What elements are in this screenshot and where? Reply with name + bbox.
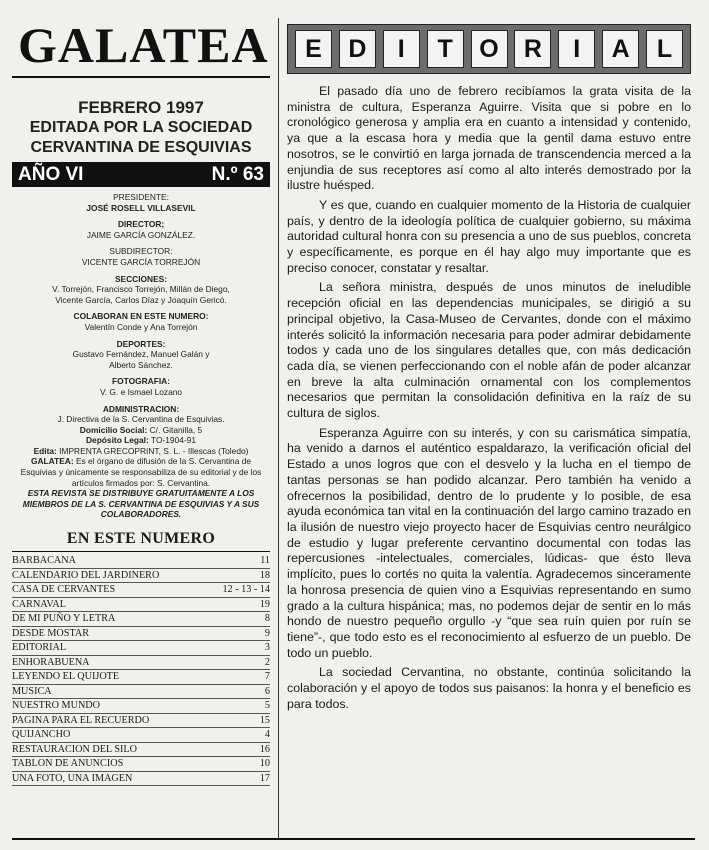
toc-item	[12, 612, 270, 627]
toc-item	[12, 598, 270, 613]
issue-year: AÑO VI	[18, 163, 84, 185]
toc-item-title: PAGINA PARA EL RECUERDO	[12, 714, 150, 726]
colaboran-names: Valentín Conde y Ana Torrejón	[84, 321, 198, 332]
edita-line	[12, 446, 270, 457]
galatea-line-2: Esquivias y únicamente se responsabiliza de su editorial y de los	[20, 467, 262, 478]
publisher-line-1: EDITADA POR LA SOCIEDAD	[29, 119, 253, 136]
toc-rule	[12, 551, 270, 552]
toc-item-page: 6	[264, 685, 270, 697]
galatea-line-1	[12, 456, 270, 467]
toc-item-page: 8	[264, 613, 270, 625]
toc-item-page: 19	[259, 598, 270, 610]
masthead-title: GALATEA	[18, 17, 269, 73]
colaboran-role: COLABORAN EN ESTE NUMERO:	[73, 311, 209, 322]
director-role: DIRECTOR;	[117, 219, 165, 230]
fotografia-role: FOTOGRAFIA:	[112, 376, 170, 387]
editorial-banner	[287, 24, 691, 74]
administracion-role: ADMINISTRACION:	[102, 403, 180, 414]
domicilio-value: C/. Gitanilla, 5	[147, 424, 203, 435]
toc-item-title: CARNAVAL	[12, 598, 66, 610]
banner-letter: I	[558, 30, 595, 68]
toc-item-title: TABLON DE ANUNCIOS	[12, 758, 124, 770]
deportes-names-1: Gustavo Fernández, Manuel Galán y	[72, 349, 210, 360]
editorial-paragraph: La señora ministra, después de unos minutos de ineludible recepción oficial en las dependencias municipales, se dirigió a su principal objetivo, la Casa-Museo de Cervantes, donde con el máximo interés solicitó la información necesaria para poder admirar debidamente todos y cada uno de los singulares detalles que, con más dedicación cada día, se vienen perfeccionando con el noble afán de poder alcanzar en breve la alta culminación ornamental con los complementos necesarios que permitan la consolidación definitiva en la raíz de su cultura de siglos.	[287, 280, 691, 421]
toc-item-page: 18	[259, 569, 270, 581]
deposito-label: Depósito Legal:	[85, 435, 149, 446]
toc-item-title: EDITORIAL	[12, 642, 67, 654]
toc-item	[12, 627, 270, 642]
toc-item	[12, 699, 270, 714]
toc-item-page: 15	[259, 714, 270, 726]
toc-item-title: UNA FOTO, UNA IMAGEN	[12, 772, 133, 784]
galatea-line-3: artículos firmados por: S. Cervantina.	[71, 477, 211, 488]
credits-block	[12, 192, 270, 520]
masthead-rule	[12, 76, 270, 78]
edita-value: IMPRENTA GRECOPRINT, S. L. - Illescas (Toledo)	[56, 445, 249, 456]
toc-item	[12, 569, 270, 584]
toc-item	[12, 772, 270, 787]
toc-item	[12, 743, 270, 758]
secciones-names-1: V. Torrejón, Francisco Torrejón, Millán de Diego,	[52, 284, 230, 295]
toc-item-title: MUSICA	[12, 685, 52, 697]
administracion-line: J. Directiva de la S. Cervantina de Esquivias.	[57, 414, 225, 425]
toc-item-page: 3	[264, 642, 270, 654]
toc-item-page: 9	[264, 627, 270, 639]
toc-item	[12, 656, 270, 671]
toc-item	[12, 685, 270, 700]
domicilio-line	[12, 425, 270, 436]
secciones-role: SECCIONES:	[114, 273, 168, 284]
subdirector-role: SUBDIRECTOR:	[109, 246, 173, 257]
left-column	[12, 18, 270, 786]
issue-number: N.º 63	[211, 163, 264, 185]
toc-list	[12, 554, 270, 786]
toc-item	[12, 641, 270, 656]
banner-letter: L	[646, 30, 683, 68]
editorial-body	[287, 84, 691, 712]
presidente-role: PRESIDENTE:	[113, 192, 169, 202]
presidente-name: JOSÉ ROSELL VILLASEVIL	[86, 202, 196, 213]
toc-item-page: 7	[264, 671, 270, 683]
editorial-paragraph: La sociedad Cervantina, no obstante, continúa solicitando la colaboración y el apoyo de todos sus paisanos: la honra y el beneficio es para todos.	[287, 665, 691, 711]
toc-item-title: BARBACANA	[12, 555, 76, 567]
toc-item-title: RESTAURACION DEL SILO	[12, 743, 138, 755]
toc-item-title: QUIJANCHO	[12, 729, 71, 741]
toc-item-title: NUESTRO MUNDO	[12, 700, 101, 712]
editorial-paragraph: El pasado día uno de febrero recibíamos la grata visita de la ministra de cultura, Esperanza Aguirre. Visita que si pobre en lo cronológico generosa y amplia era en cuanto a intensidad y contenido, ya que a la escasa hora y media que la gentil dama estuvo entre nosotros, se le convirtió en larga jornada de transcendencia merced a la enjundia de sus receptores así como al alto interés demostrado por la ilustre huésped.	[287, 84, 691, 193]
column-divider	[278, 18, 279, 838]
toc-item	[12, 554, 270, 569]
toc-item	[12, 670, 270, 685]
banner-letter: I	[383, 30, 420, 68]
deportes-role: DEPORTES:	[116, 338, 166, 349]
toc-item	[12, 583, 270, 598]
toc-item	[12, 728, 270, 743]
galatea-label: GALATEA:	[30, 456, 74, 467]
toc-item-page: 10	[259, 758, 270, 770]
toc-item-title: ENHORABUENA	[12, 656, 90, 668]
editorial-paragraph: Y es que, cuando en cualquier momento de la Historia de cualquier país, y dentro de la ideología política de cualquier gobierno, su máxima autoridad cultural honra con su presencia a uno de sus pueblos, concreta y específicamente, es porque en él hay algo muy importante que es preciso conocer, constatar y resaltar.	[287, 197, 691, 275]
toc-item	[12, 757, 270, 772]
toc-item-page: 11	[260, 555, 270, 567]
toc-item-title: DESDE MOSTAR	[12, 627, 90, 639]
deportes-names-2: Alberto Sánchez.	[109, 359, 173, 370]
year-number-bar	[12, 162, 270, 187]
issue-date: FEBRERO 1997	[78, 98, 204, 117]
gratis-line-1: ESTA REVISTA SE DISTRIBUYE GRATUITAMENTE A LOS	[27, 488, 255, 499]
gratis-line-3: COLABORADORES.	[100, 509, 182, 520]
director-name: JAIME GARCÍA GONZÁLEZ.	[86, 229, 196, 240]
fotografia-names: V. G. e Ismael Lozano	[99, 386, 183, 397]
toc-item-title: DE MI PUÑO Y LETRA	[12, 613, 116, 625]
banner-letter: D	[339, 30, 376, 68]
toc-item-page: 17	[259, 772, 270, 784]
toc-item-page: 5	[264, 700, 270, 712]
subdirector-name: VICENTE GARCÍA TORREJÓN	[81, 256, 201, 267]
publisher-line-2: CERVANTINA DE ESQUIVIAS	[30, 139, 252, 156]
banner-letter: O	[471, 30, 508, 68]
toc-item-title: CASA DE CERVANTES	[12, 584, 116, 596]
editorial-column	[287, 24, 691, 716]
toc-item-page: 12 - 13 - 14	[222, 584, 270, 596]
toc-item	[12, 714, 270, 729]
toc-item-title: CALENDARIO DEL JARDINERO	[12, 569, 160, 581]
toc-heading: EN ESTE NUMERO	[66, 530, 216, 548]
banner-letter: A	[602, 30, 639, 68]
edita-label: Edita:	[33, 445, 57, 456]
secciones-names-2: Vicente García, Carlos Díaz y Joaquín Gericó.	[55, 294, 227, 305]
toc-item-page: 16	[259, 743, 270, 755]
toc-item-page: 2	[264, 656, 270, 668]
domicilio-label: Domicilio Social:	[79, 424, 148, 435]
galatea-text-1: Es el órgano de difusión de la S. Cervantina de	[73, 456, 252, 467]
banner-letter: R	[514, 30, 551, 68]
editorial-paragraph: Esperanza Aguirre con su interés, y con su carismática simpatía, ha venido a darnos el auténtico espaldarazo, la verificación oficial del Estado a unos logros que con el desvelo y la lucha en el tiempo de tantas personas se han podido alcanzar. Pero también ha venido a ofrecernos la posibilidad, dentro de lo prudente y lo posible, de esa ayuda económica tan vital en la continuación del largo camino trazado en la ilusión de nuestro viejo proyecto hacer de Esquivias centro neurálgico de estudio y lugar preferente cervantino documental con todas las repercusiones -intelectuales, comerciales, lúdicas- que ésto lleva implícito, pues lo cortés no quita la valentía. Agradecemos sinceramente la honrosa presencia de quien vino a Esquivias representando en sumo grado a la cultura hispánica; mas, no podemos dejar de sentir en lo más hondo de nuestro pequeño orgullo -y “que sea ruín quien por ruín se tiene”-, que todo esto es el reconocimiento al esfuerzo de un pueblo. De todo un pueblo.	[287, 425, 691, 660]
bottom-rule	[12, 838, 695, 840]
deposito-line	[12, 435, 270, 446]
toc-item-title: LEYENDO EL QUIJOTE	[12, 671, 120, 683]
banner-letter: E	[295, 30, 332, 68]
gratis-line-2: MIEMBROS DE LA S. CERVANTINA DE ESQUIVIAS Y A SUS	[22, 498, 260, 509]
banner-letter: T	[427, 30, 464, 68]
toc-item-page: 4	[264, 729, 270, 741]
deposito-value: TO-1904-91	[148, 435, 196, 446]
